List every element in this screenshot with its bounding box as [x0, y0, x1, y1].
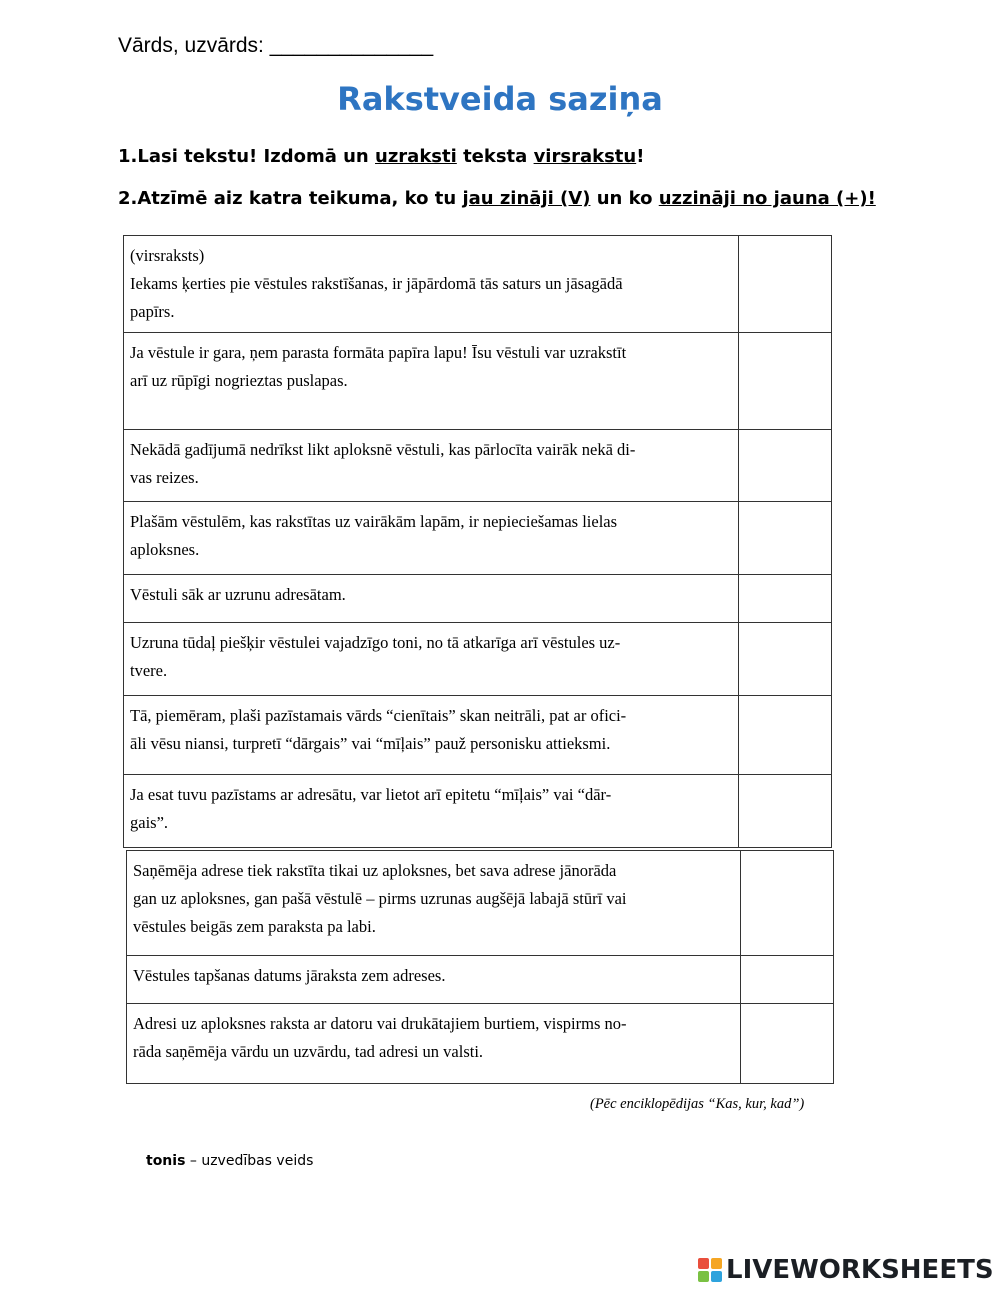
sentence-cell	[124, 430, 739, 502]
answer-mark-box[interactable]	[739, 775, 832, 848]
table-row	[127, 851, 834, 956]
liveworksheets-logo	[698, 1255, 994, 1285]
logo-block	[711, 1258, 722, 1269]
table-row	[124, 502, 832, 575]
logo-block	[698, 1271, 709, 1282]
glossary-definition: – uzvedības veids	[185, 1153, 314, 1169]
sentence-line: āli vēsu niansi, turpretī “dārgais” vai “mīļais” pauž personisku attieksmi.	[130, 734, 611, 753]
sentence-cell	[124, 575, 739, 623]
table-row	[124, 623, 832, 696]
sentence-line: Vēstules tapšanas datums jāraksta zem adreses.	[133, 966, 446, 985]
name-surname-prompt: Vārds, uzvārds: ______________	[118, 34, 434, 57]
sentence-line: Vēstuli sāk ar uzrunu adresātam.	[130, 585, 346, 604]
glossary-term: tonis	[146, 1153, 186, 1169]
task-2-text: un ko	[590, 188, 659, 209]
sentence-cell	[124, 333, 739, 430]
sentence-line: Nekādā gadījumā nedrīkst likt aploksnē vēstuli, kas pārlocīta vairāk nekā di-	[130, 440, 636, 459]
answer-mark-box[interactable]	[739, 575, 832, 623]
answer-mark-box[interactable]	[739, 236, 832, 333]
sentence-line: papīrs.	[130, 302, 175, 321]
sentence-line: Uzruna tūdaļ piešķir vēstulei vajadzīgo toni, no tā atkarīga arī vēstules uz-	[130, 633, 621, 652]
task-1-underlined-title: virsrakstu	[533, 146, 637, 167]
table-row	[124, 696, 832, 775]
sentence-cell	[127, 1004, 741, 1084]
task-2-text: 2.Atzīmē aiz katra teikuma, ko tu	[118, 188, 463, 209]
table-row	[127, 1004, 834, 1084]
task-1-underlined-write: uzraksti	[375, 146, 457, 167]
sentence-cell	[124, 775, 739, 848]
sentence-line: Iekams ķerties pie vēstules rakstīšanas, ir jāpārdomā tās saturs un jāsagādā	[130, 274, 623, 293]
sentence-line: vas reizes.	[130, 468, 199, 487]
sentence-line: Saņēmēja adrese tiek rakstīta tikai uz aploksnes, bet sava adrese jānorāda	[133, 861, 617, 880]
sentence-line: Ja vēstule ir gara, ņem parasta formāta papīra lapu! Īsu vēstuli var uzrakstīt	[130, 343, 627, 362]
sentence-cell	[124, 236, 739, 333]
task-2-underlined-known: jau zināji (V)	[462, 188, 591, 209]
table-row	[124, 575, 832, 623]
sentence-table-2	[126, 850, 834, 1084]
answer-mark-box[interactable]	[741, 956, 834, 1004]
sentence-line: rāda saņēmēja vārdu un uzvārdu, tad adresi un valsti.	[133, 1042, 484, 1061]
sentence-line: Adresi uz aploksnes raksta ar datoru vai drukātajiem burtiem, vispirms no-	[133, 1014, 627, 1033]
answer-mark-box[interactable]	[741, 851, 834, 956]
answer-mark-box[interactable]	[739, 696, 832, 775]
sentence-line: Tā, piemēram, plaši pazīstamais vārds “cienītais” skan neitrāli, pat ar ofici-	[130, 706, 627, 725]
table-row	[124, 236, 832, 333]
logo-block	[711, 1271, 722, 1282]
answer-mark-box[interactable]	[739, 333, 832, 430]
task-2-underlined-new: uzzināji no jauna (+)!	[658, 188, 876, 209]
table-row	[124, 430, 832, 502]
answer-mark-box[interactable]	[741, 1004, 834, 1084]
task-1-instruction	[118, 146, 644, 167]
page-title: Rakstveida saziņa	[337, 80, 663, 118]
table-row	[124, 775, 832, 848]
sentence-cell	[127, 956, 741, 1004]
answer-mark-box[interactable]	[739, 430, 832, 502]
sentence-line: Plašām vēstulēm, kas rakstītas uz vairākām lapām, ir nepieciešamas lielas	[130, 512, 618, 531]
answer-mark-box[interactable]	[739, 502, 832, 575]
sentence-line: gan uz aploksnes, gan pašā vēstulē – pirms uzrunas augšējā labajā stūrī vai	[133, 889, 627, 908]
source-citation: (Pēc enciklopēdijas “Kas, kur, kad”)	[590, 1096, 805, 1112]
sentence-line: Ja esat tuvu pazīstams ar adresātu, var lietot arī epitetu “mīļais” vai “dār-	[130, 785, 612, 804]
sentence-cell	[124, 502, 739, 575]
sentence-line: vēstules beigās zem paraksta pa labi.	[133, 917, 376, 936]
sentence-line: aploksnes.	[130, 540, 200, 559]
sentence-line: gais”.	[130, 813, 169, 832]
answer-mark-box[interactable]	[739, 623, 832, 696]
task-1-text: !	[636, 146, 645, 167]
task-1-text: teksta	[456, 146, 534, 167]
sentence-cell	[124, 696, 739, 775]
sentence-line: (virsraksts)	[130, 246, 205, 265]
sentence-table-1	[123, 235, 832, 848]
table-row	[127, 956, 834, 1004]
task-1-text: 1.Lasi tekstu! Izdomā un	[118, 146, 376, 167]
task-2-instruction	[118, 188, 876, 209]
glossary-note	[146, 1153, 313, 1169]
sentence-line: tvere.	[130, 661, 168, 680]
logo-block	[698, 1258, 709, 1269]
sentence-line: arī uz rūpīgi nogrieztas puslapas.	[130, 371, 348, 390]
sentence-cell	[127, 851, 741, 956]
table-row	[124, 333, 832, 430]
sentence-cell	[124, 623, 739, 696]
logo-color-blocks	[698, 1258, 722, 1282]
logo-text: LIVEWORKSHEETS	[726, 1255, 994, 1285]
